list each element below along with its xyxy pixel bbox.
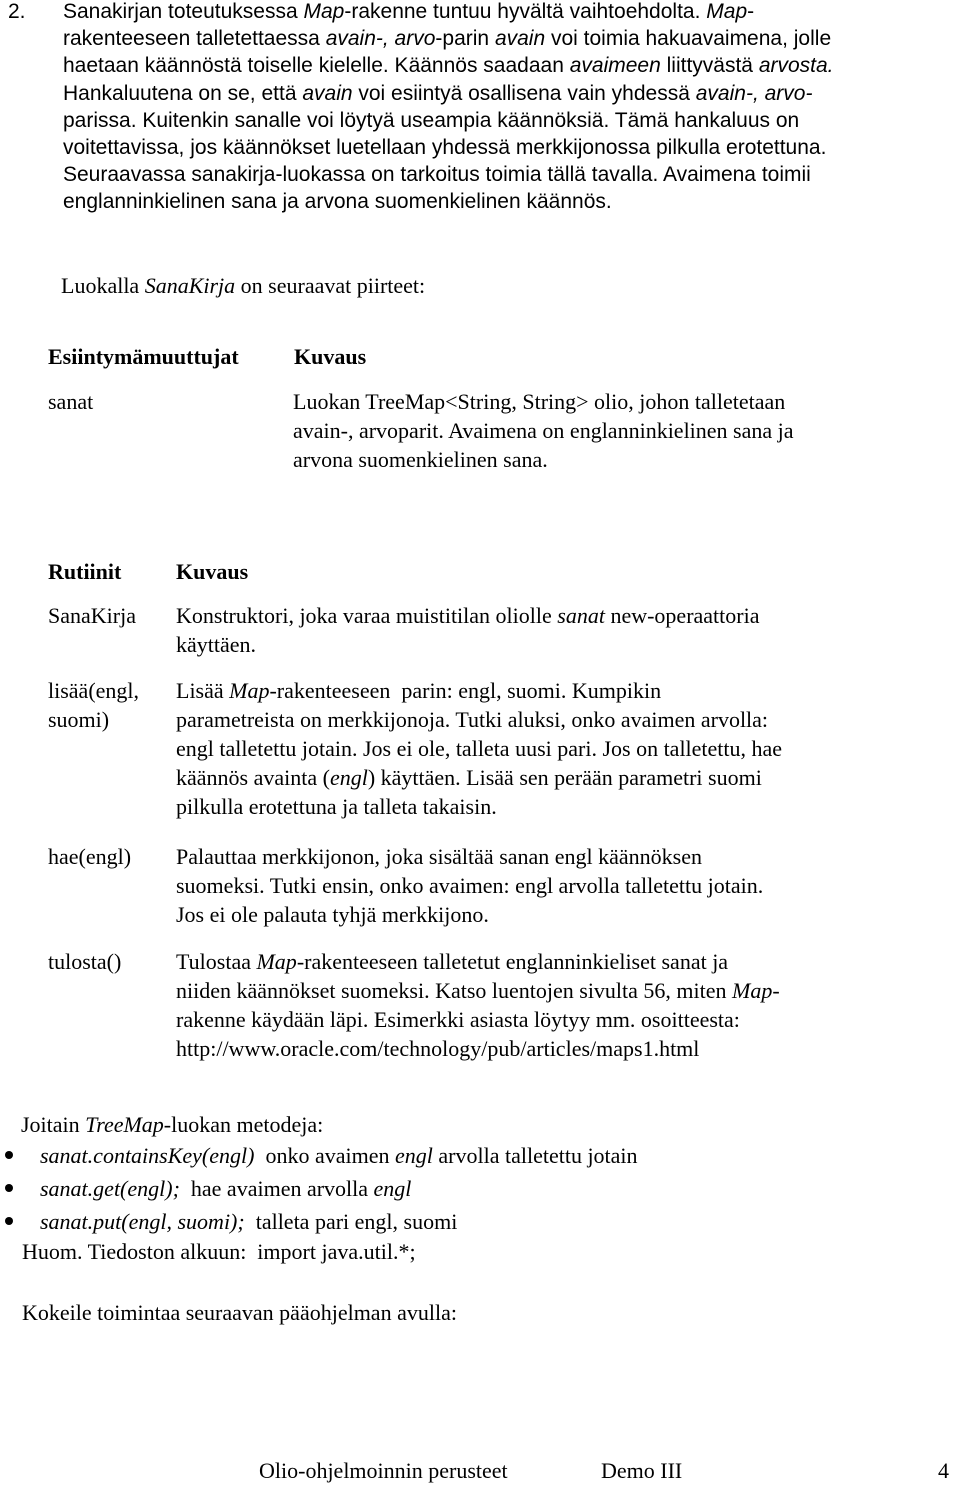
text-run: haetaan käännöstä toiselle kielelle. Käännös saadaan bbox=[63, 54, 570, 78]
text-line bbox=[63, 161, 953, 188]
italic-text: engl bbox=[395, 1143, 433, 1168]
text-line bbox=[63, 80, 953, 107]
text-line bbox=[176, 871, 763, 900]
text-line bbox=[176, 792, 782, 821]
routine-description-hae bbox=[176, 842, 763, 929]
text-run: Jos ei ole palauta tyhjä merkkijono. bbox=[176, 902, 489, 927]
text-line: SanaKirja bbox=[48, 603, 136, 628]
text-run: on seuraavat piirteet: bbox=[235, 273, 426, 298]
italic-text: sanat.containsKey(engl) bbox=[40, 1143, 255, 1168]
text-run: -rakenteeseen parin: engl, suomi. Kumpikin bbox=[269, 678, 662, 703]
text-line bbox=[293, 445, 794, 474]
text-line: lisää(engl, bbox=[48, 678, 140, 703]
text-run: Hankaluutena on se, että bbox=[63, 81, 303, 105]
footer-demo: Demo III bbox=[601, 1458, 683, 1483]
italic-text: avaimeen bbox=[569, 54, 661, 78]
bullet-icon bbox=[5, 1151, 13, 1159]
item-paragraph bbox=[63, 0, 953, 216]
text-line bbox=[63, 188, 953, 215]
text-run: liittyvästä bbox=[660, 54, 759, 78]
text-line bbox=[176, 630, 759, 659]
text-line: hae(engl) bbox=[48, 844, 132, 869]
text-run: Joitain bbox=[21, 1112, 86, 1137]
text-run: voitettavissa, jos käännökset luetellaan yhdessä merkkijonossa pilkulla erotettuna. bbox=[63, 136, 827, 160]
text-run: Tulostaa bbox=[176, 949, 257, 974]
routine-description-tulosta bbox=[176, 947, 780, 1063]
italic-text: Map bbox=[303, 0, 345, 23]
italic-text: sanat bbox=[557, 603, 605, 628]
italic-text: engl bbox=[329, 765, 368, 790]
text-line bbox=[63, 134, 953, 161]
text-line bbox=[176, 842, 763, 871]
text-run: Luokan TreeMap<String, String> olio, johon talletetaan bbox=[293, 389, 786, 414]
text-run: rakenne käydään läpi. Esimerkki asiasta löytyy mm. osoitteesta: bbox=[176, 1007, 740, 1032]
text-run: käännös avainta ( bbox=[176, 765, 330, 790]
methods-heading bbox=[21, 1110, 323, 1139]
text-run: ) käyttäen. Lisää sen perään parametri suomi bbox=[367, 765, 762, 790]
text-line: suomi) bbox=[48, 707, 110, 732]
text-run: avain-, arvoparit. Avaimena on englanninkielinen sana ja bbox=[293, 418, 794, 443]
text-run: - bbox=[772, 978, 780, 1003]
class-intro bbox=[61, 271, 425, 300]
import-note: Huom. Tiedoston alkuun: import java.util.*; bbox=[22, 1239, 416, 1264]
text-run: englanninkielinen sana ja arvona suomenkielinen käännös. bbox=[63, 190, 612, 214]
text-line bbox=[176, 1005, 780, 1034]
text-run: käyttäen. bbox=[176, 632, 257, 657]
bullet-icon bbox=[5, 1184, 13, 1192]
text-run: -luokan metodeja: bbox=[163, 1112, 324, 1137]
italic-text: avain bbox=[494, 27, 546, 51]
text-line bbox=[63, 107, 953, 134]
text-run: Seuraavassa sanakirja-luokassa on tarkoitus toimia tällä tavalla. Avaimena toimii bbox=[63, 163, 811, 187]
text-line bbox=[293, 416, 794, 445]
text-run: new-operaattoria bbox=[604, 603, 760, 628]
footer-course: Olio-ohjelmoinnin perusteet bbox=[259, 1458, 508, 1483]
text-run: Sanakirjan toteutuksessa bbox=[63, 0, 304, 23]
text-line bbox=[176, 1034, 780, 1063]
text-run: -rakenne tuntuu hyvältä vaihtoehdolta. bbox=[344, 0, 707, 23]
text-line bbox=[176, 976, 780, 1005]
text-run: -parin bbox=[435, 27, 495, 51]
text-run: Palauttaa merkkijonon, joka sisältää sanan engl käännöksen bbox=[176, 844, 703, 869]
text-line bbox=[293, 387, 794, 416]
item-2 bbox=[0, 0, 960, 245]
italic-text: engl bbox=[373, 1176, 412, 1201]
text-run: arvona suomenkielinen sana. bbox=[293, 447, 548, 472]
text-line bbox=[176, 900, 763, 929]
italic-text: sanat.put(engl, suomi); bbox=[40, 1209, 245, 1234]
text-run: hae avaimen arvolla bbox=[179, 1176, 374, 1201]
text-line bbox=[176, 734, 782, 763]
text-run: voi esiintyä osallisena vain yhdessä bbox=[352, 81, 696, 105]
text-line bbox=[176, 947, 780, 976]
vars-header-right: Kuvaus bbox=[294, 344, 367, 369]
text-run: niiden käännökset suomeksi. Katso luentojen sivulta 56, miten bbox=[176, 978, 733, 1003]
method-put bbox=[40, 1207, 457, 1236]
italic-text: SanaKirja bbox=[144, 273, 236, 298]
italic-text: Map bbox=[706, 0, 748, 23]
text-run: engl talletettu jotain. Jos ei ole, talleta uusi pari. Jos on talletettu, hae bbox=[176, 736, 783, 761]
vars-header-left: Esiintymämuuttujat bbox=[48, 344, 239, 369]
text-run: http://www.oracle.com/technology/pub/articles/maps1.html bbox=[176, 1036, 700, 1061]
text-line bbox=[63, 0, 953, 25]
text-line bbox=[63, 25, 953, 52]
routine-description-sanakirja bbox=[176, 601, 759, 659]
text-line bbox=[176, 601, 759, 630]
routine-name-tulosta bbox=[48, 947, 121, 976]
italic-text: Map bbox=[256, 949, 297, 974]
italic-text: Map bbox=[229, 678, 270, 703]
text-run: rakenteeseen talletettaessa bbox=[63, 27, 326, 51]
text-run: Konstruktori, joka varaa muistitilan oliolle bbox=[176, 603, 558, 628]
text-run: suomeksi. Tutki ensin, onko avaimen: engl arvolla talletettu jotain. bbox=[176, 873, 764, 898]
italic-text: avain bbox=[302, 81, 353, 105]
text-run: -rakenteeseen talletetut englanninkieliset sanat ja bbox=[296, 949, 729, 974]
text-run: - bbox=[747, 0, 755, 23]
routine-name-hae bbox=[48, 842, 131, 871]
try-instruction: Kokeile toimintaa seuraavan pääohjelman avulla: bbox=[22, 1300, 457, 1325]
text-line bbox=[176, 763, 782, 792]
text-line bbox=[63, 52, 953, 79]
italic-text: sanat.get(engl); bbox=[40, 1176, 180, 1201]
italic-text: avain-, arvo- bbox=[695, 81, 813, 105]
italic-text: avain-, arvo bbox=[325, 27, 436, 51]
method-containskey bbox=[40, 1141, 638, 1170]
text-run: pilkulla erotettuna ja talleta takaisin. bbox=[176, 794, 497, 819]
routine-description-lisaa bbox=[176, 676, 782, 821]
text-run: talleta pari engl, suomi bbox=[244, 1209, 458, 1234]
italic-text: TreeMap bbox=[85, 1112, 164, 1137]
text-run: Luokalla bbox=[61, 273, 145, 298]
text-run: onko avaimen bbox=[254, 1143, 395, 1168]
italic-text: Map bbox=[732, 978, 773, 1003]
var-name-sanat: sanat bbox=[48, 389, 94, 414]
bullet-icon bbox=[5, 1217, 13, 1225]
text-line: tulosta() bbox=[48, 949, 122, 974]
text-line bbox=[176, 676, 782, 705]
text-run: arvolla talletettu jotain bbox=[432, 1143, 638, 1168]
routine-name-sanakirja bbox=[48, 601, 136, 630]
routines-header-right: Kuvaus bbox=[176, 559, 249, 584]
text-run: parametreista on merkkijonoja. Tutki aluksi, onko avaimen arvolla: bbox=[176, 707, 769, 732]
routines-header-left: Rutiinit bbox=[48, 559, 122, 584]
routine-name-lisaa bbox=[48, 676, 139, 734]
item-number: 2. bbox=[8, 0, 26, 23]
text-line bbox=[176, 705, 782, 734]
var-description-sanat bbox=[293, 387, 794, 474]
text-run: voi toimia hakuavaimena, jolle bbox=[545, 27, 832, 51]
text-run: Lisää bbox=[176, 678, 230, 703]
text-run: parissa. Kuitenkin sanalle voi löytyä useampia käännöksiä. Tämä hankaluus on bbox=[63, 108, 800, 132]
footer-page-number: 4 bbox=[938, 1458, 949, 1483]
italic-text: arvosta. bbox=[758, 54, 834, 78]
method-get bbox=[40, 1174, 411, 1203]
